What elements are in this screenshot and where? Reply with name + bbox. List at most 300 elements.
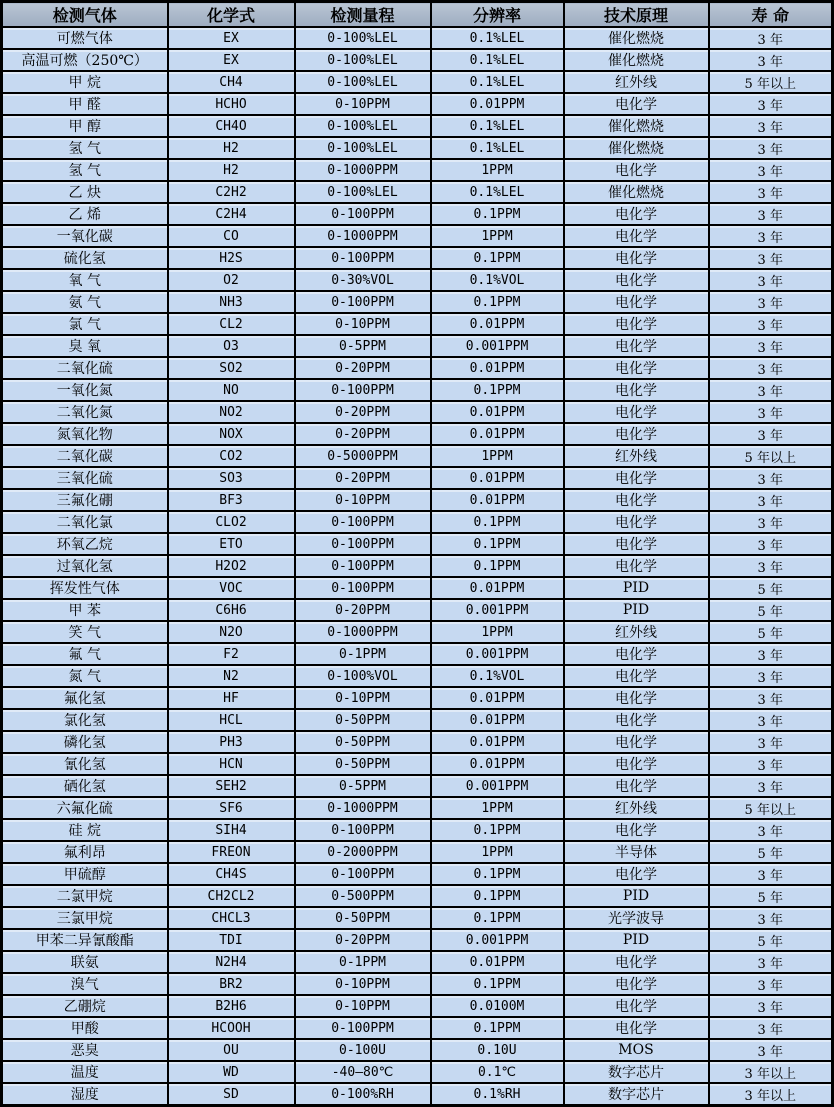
- cell-gas-name: 乙硼烷: [2, 995, 168, 1017]
- cell-gas-name: 磷化氢: [2, 731, 168, 753]
- cell-chemical-formula: OU: [168, 1039, 295, 1061]
- cell-technical-principle: 电化学: [564, 511, 709, 533]
- table-row: [2, 1039, 833, 1061]
- cell-detection-range: 0-10PPM: [295, 313, 431, 335]
- cell-chemical-formula: TDI: [168, 929, 295, 951]
- cell-resolution: 0.1PPM: [431, 247, 564, 269]
- cell-resolution: 0.001PPM: [431, 599, 564, 621]
- cell-detection-range: 0-20PPM: [295, 467, 431, 489]
- cell-gas-name: 温度: [2, 1061, 168, 1083]
- cell-technical-principle: 电化学: [564, 401, 709, 423]
- cell-chemical-formula: VOC: [168, 577, 295, 599]
- cell-resolution: 0.01PPM: [431, 709, 564, 731]
- cell-technical-principle: 催化燃烧: [564, 49, 709, 71]
- cell-lifetime: 3 年: [709, 159, 833, 181]
- cell-resolution: 0.1%LEL: [431, 137, 564, 159]
- cell-resolution: 1PPM: [431, 621, 564, 643]
- cell-gas-name: 恶臭: [2, 1039, 168, 1061]
- cell-technical-principle: 电化学: [564, 335, 709, 357]
- cell-detection-range: 0-5000PPM: [295, 445, 431, 467]
- cell-gas-name: 氯化氢: [2, 709, 168, 731]
- cell-resolution: 0.01PPM: [431, 357, 564, 379]
- cell-lifetime: 3 年: [709, 731, 833, 753]
- cell-technical-principle: 电化学: [564, 423, 709, 445]
- table-row: [2, 621, 833, 643]
- table-row: [2, 555, 833, 577]
- cell-resolution: 0.1PPM: [431, 1017, 564, 1039]
- cell-lifetime: 3 年: [709, 489, 833, 511]
- table-row: [2, 71, 833, 93]
- cell-detection-range: 0-10PPM: [295, 489, 431, 511]
- cell-detection-range: 0-100PPM: [295, 291, 431, 313]
- cell-technical-principle: PID: [564, 577, 709, 599]
- cell-gas-name: 高温可燃（250℃）: [2, 49, 168, 71]
- cell-chemical-formula: HCN: [168, 753, 295, 775]
- column-header-range: 检测量程: [295, 2, 431, 28]
- cell-resolution: 0.01PPM: [431, 313, 564, 335]
- cell-technical-principle: 电化学: [564, 819, 709, 841]
- cell-resolution: 0.1PPM: [431, 973, 564, 995]
- cell-gas-name: 三氟化硼: [2, 489, 168, 511]
- cell-chemical-formula: C6H6: [168, 599, 295, 621]
- cell-chemical-formula: WD: [168, 1061, 295, 1083]
- cell-chemical-formula: NO: [168, 379, 295, 401]
- table-row: [2, 247, 833, 269]
- cell-resolution: 0.01PPM: [431, 93, 564, 115]
- cell-lifetime: 3 年: [709, 137, 833, 159]
- cell-lifetime: 3 年: [709, 907, 833, 929]
- cell-gas-name: 甲 醇: [2, 115, 168, 137]
- table-row: [2, 511, 833, 533]
- cell-detection-range: 0-100%LEL: [295, 137, 431, 159]
- cell-resolution: 0.01PPM: [431, 731, 564, 753]
- cell-technical-principle: 电化学: [564, 247, 709, 269]
- cell-chemical-formula: CO: [168, 225, 295, 247]
- cell-technical-principle: 电化学: [564, 269, 709, 291]
- cell-technical-principle: 电化学: [564, 731, 709, 753]
- cell-gas-name: 氮 气: [2, 665, 168, 687]
- cell-detection-range: 0-5PPM: [295, 775, 431, 797]
- cell-lifetime: 3 年: [709, 775, 833, 797]
- table-row: [2, 841, 833, 863]
- cell-resolution: 0.01PPM: [431, 423, 564, 445]
- cell-technical-principle: 电化学: [564, 973, 709, 995]
- cell-technical-principle: 电化学: [564, 687, 709, 709]
- cell-technical-principle: 电化学: [564, 203, 709, 225]
- cell-resolution: 1PPM: [431, 445, 564, 467]
- cell-chemical-formula: SO3: [168, 467, 295, 489]
- cell-lifetime: 3 年: [709, 203, 833, 225]
- cell-resolution: 0.001PPM: [431, 335, 564, 357]
- cell-chemical-formula: CH4S: [168, 863, 295, 885]
- cell-lifetime: 3 年: [709, 643, 833, 665]
- cell-resolution: 0.1%LEL: [431, 181, 564, 203]
- cell-gas-name: 乙 炔: [2, 181, 168, 203]
- cell-resolution: 0.1PPM: [431, 819, 564, 841]
- cell-lifetime: 3 年: [709, 511, 833, 533]
- table-row: [2, 731, 833, 753]
- cell-lifetime: 3 年: [709, 709, 833, 731]
- table-row: [2, 1017, 833, 1039]
- cell-gas-name: 可燃气体: [2, 27, 168, 49]
- cell-technical-principle: 催化燃烧: [564, 137, 709, 159]
- table-row: [2, 929, 833, 951]
- cell-technical-principle: 催化燃烧: [564, 115, 709, 137]
- cell-gas-name: 氢 气: [2, 159, 168, 181]
- cell-chemical-formula: EX: [168, 27, 295, 49]
- cell-gas-name: 氟利昂: [2, 841, 168, 863]
- cell-gas-name: 联氨: [2, 951, 168, 973]
- cell-chemical-formula: B2H6: [168, 995, 295, 1017]
- cell-lifetime: 3 年: [709, 291, 833, 313]
- cell-chemical-formula: BR2: [168, 973, 295, 995]
- cell-resolution: 0.1%LEL: [431, 49, 564, 71]
- column-header-resolution: 分辨率: [431, 2, 564, 28]
- cell-detection-range: 0-100%LEL: [295, 49, 431, 71]
- cell-technical-principle: 电化学: [564, 1017, 709, 1039]
- cell-chemical-formula: EX: [168, 49, 295, 71]
- cell-gas-name: 三氧化硫: [2, 467, 168, 489]
- cell-lifetime: 5 年: [709, 621, 833, 643]
- cell-lifetime: 3 年: [709, 181, 833, 203]
- cell-resolution: 0.1PPM: [431, 555, 564, 577]
- table-row: [2, 27, 833, 49]
- cell-detection-range: 0-1PPM: [295, 951, 431, 973]
- cell-gas-name: 甲 烷: [2, 71, 168, 93]
- table-row: [2, 797, 833, 819]
- table-row: [2, 863, 833, 885]
- table-row: [2, 181, 833, 203]
- table-header: [2, 2, 833, 28]
- cell-lifetime: 3 年: [709, 313, 833, 335]
- cell-detection-range: 0-100%LEL: [295, 71, 431, 93]
- table-row: [2, 423, 833, 445]
- table-row: [2, 489, 833, 511]
- table-row: [2, 1083, 833, 1106]
- cell-gas-name: 乙 烯: [2, 203, 168, 225]
- cell-detection-range: 0-50PPM: [295, 709, 431, 731]
- cell-chemical-formula: F2: [168, 643, 295, 665]
- cell-lifetime: 3 年以上: [709, 1083, 833, 1106]
- cell-lifetime: 3 年: [709, 819, 833, 841]
- cell-resolution: 0.0100M: [431, 995, 564, 1017]
- cell-chemical-formula: HCHO: [168, 93, 295, 115]
- cell-resolution: 0.1%VOL: [431, 269, 564, 291]
- cell-chemical-formula: FREON: [168, 841, 295, 863]
- cell-chemical-formula: N2O: [168, 621, 295, 643]
- cell-detection-range: 0-100PPM: [295, 819, 431, 841]
- table-row: [2, 291, 833, 313]
- table-row: [2, 533, 833, 555]
- cell-chemical-formula: C2H4: [168, 203, 295, 225]
- table-row: [2, 357, 833, 379]
- cell-gas-name: 一氧化氮: [2, 379, 168, 401]
- cell-chemical-formula: ETO: [168, 533, 295, 555]
- cell-chemical-formula: H2S: [168, 247, 295, 269]
- cell-detection-range: 0-50PPM: [295, 731, 431, 753]
- cell-detection-range: 0-100PPM: [295, 247, 431, 269]
- table-row: [2, 137, 833, 159]
- table-row: [2, 643, 833, 665]
- cell-technical-principle: 电化学: [564, 555, 709, 577]
- cell-lifetime: 3 年: [709, 467, 833, 489]
- table-row: [2, 819, 833, 841]
- cell-gas-name: 甲硫醇: [2, 863, 168, 885]
- table-row: [2, 379, 833, 401]
- cell-resolution: 0.01PPM: [431, 753, 564, 775]
- cell-gas-name: 氟化氢: [2, 687, 168, 709]
- cell-chemical-formula: SIH4: [168, 819, 295, 841]
- table-row: [2, 445, 833, 467]
- cell-detection-range: 0-20PPM: [295, 423, 431, 445]
- cell-gas-name: 二氧化碳: [2, 445, 168, 467]
- cell-gas-name: 氮氧化物: [2, 423, 168, 445]
- cell-gas-name: 氰化氢: [2, 753, 168, 775]
- cell-lifetime: 3 年: [709, 533, 833, 555]
- cell-lifetime: 5 年以上: [709, 71, 833, 93]
- cell-resolution: 0.001PPM: [431, 929, 564, 951]
- table-row: [2, 225, 833, 247]
- table-row: [2, 709, 833, 731]
- table-row: [2, 159, 833, 181]
- cell-resolution: 1PPM: [431, 225, 564, 247]
- cell-detection-range: 0-100%LEL: [295, 181, 431, 203]
- table-row: [2, 467, 833, 489]
- cell-resolution: 0.10U: [431, 1039, 564, 1061]
- cell-detection-range: 0-100PPM: [295, 863, 431, 885]
- table-row: [2, 577, 833, 599]
- cell-chemical-formula: N2: [168, 665, 295, 687]
- cell-lifetime: 3 年: [709, 665, 833, 687]
- cell-technical-principle: MOS: [564, 1039, 709, 1061]
- cell-technical-principle: 电化学: [564, 995, 709, 1017]
- cell-lifetime: 5 年以上: [709, 797, 833, 819]
- cell-gas-name: 硒化氢: [2, 775, 168, 797]
- cell-technical-principle: 红外线: [564, 621, 709, 643]
- cell-lifetime: 3 年: [709, 27, 833, 49]
- cell-resolution: 0.1%RH: [431, 1083, 564, 1106]
- cell-chemical-formula: CL2: [168, 313, 295, 335]
- cell-technical-principle: 电化学: [564, 643, 709, 665]
- cell-detection-range: 0-100PPM: [295, 511, 431, 533]
- table-row: [2, 951, 833, 973]
- cell-chemical-formula: C2H2: [168, 181, 295, 203]
- cell-technical-principle: 光学波导: [564, 907, 709, 929]
- cell-resolution: 0.1PPM: [431, 379, 564, 401]
- cell-technical-principle: 电化学: [564, 709, 709, 731]
- table-row: [2, 775, 833, 797]
- cell-resolution: 0.1%VOL: [431, 665, 564, 687]
- cell-technical-principle: 电化学: [564, 775, 709, 797]
- cell-lifetime: 3 年: [709, 973, 833, 995]
- cell-detection-range: 0-1000PPM: [295, 797, 431, 819]
- cell-lifetime: 3 年: [709, 225, 833, 247]
- cell-chemical-formula: H2: [168, 159, 295, 181]
- cell-chemical-formula: H2: [168, 137, 295, 159]
- cell-technical-principle: 电化学: [564, 665, 709, 687]
- cell-gas-name: 氢 气: [2, 137, 168, 159]
- cell-lifetime: 3 年: [709, 379, 833, 401]
- cell-resolution: 0.1PPM: [431, 511, 564, 533]
- cell-technical-principle: 电化学: [564, 357, 709, 379]
- cell-gas-name: 甲 苯: [2, 599, 168, 621]
- cell-technical-principle: PID: [564, 929, 709, 951]
- cell-detection-range: 0-100PPM: [295, 379, 431, 401]
- cell-resolution: 0.1PPM: [431, 291, 564, 313]
- table-row: [2, 49, 833, 71]
- cell-detection-range: 0-100PPM: [295, 203, 431, 225]
- cell-lifetime: 3 年: [709, 951, 833, 973]
- cell-gas-name: 甲 醛: [2, 93, 168, 115]
- cell-lifetime: 3 年: [709, 995, 833, 1017]
- table-row: [2, 269, 833, 291]
- cell-chemical-formula: CLO2: [168, 511, 295, 533]
- cell-gas-name: 臭 氧: [2, 335, 168, 357]
- cell-detection-range: 0-10PPM: [295, 687, 431, 709]
- cell-chemical-formula: SEH2: [168, 775, 295, 797]
- table-row: [2, 665, 833, 687]
- cell-chemical-formula: HCOOH: [168, 1017, 295, 1039]
- cell-technical-principle: 电化学: [564, 533, 709, 555]
- cell-detection-range: 0-2000PPM: [295, 841, 431, 863]
- cell-technical-principle: 数字芯片: [564, 1061, 709, 1083]
- cell-gas-name: 二氧化硫: [2, 357, 168, 379]
- cell-resolution: 0.1%LEL: [431, 115, 564, 137]
- cell-gas-name: 三氯甲烷: [2, 907, 168, 929]
- cell-gas-name: 溴气: [2, 973, 168, 995]
- cell-technical-principle: PID: [564, 599, 709, 621]
- cell-chemical-formula: O2: [168, 269, 295, 291]
- cell-detection-range: 0-50PPM: [295, 907, 431, 929]
- cell-lifetime: 3 年: [709, 687, 833, 709]
- cell-chemical-formula: NOX: [168, 423, 295, 445]
- cell-technical-principle: 数字芯片: [564, 1083, 709, 1106]
- table-row: [2, 115, 833, 137]
- cell-technical-principle: 红外线: [564, 445, 709, 467]
- cell-detection-range: 0-100%RH: [295, 1083, 431, 1106]
- cell-chemical-formula: SF6: [168, 797, 295, 819]
- cell-gas-name: 甲苯二异氰酸酯: [2, 929, 168, 951]
- cell-lifetime: 5 年: [709, 599, 833, 621]
- cell-detection-range: 0-20PPM: [295, 357, 431, 379]
- table-row: [2, 687, 833, 709]
- cell-technical-principle: 红外线: [564, 71, 709, 93]
- cell-lifetime: 3 年: [709, 401, 833, 423]
- cell-lifetime: 3 年: [709, 247, 833, 269]
- cell-gas-name: 甲酸: [2, 1017, 168, 1039]
- cell-detection-range: 0-100%LEL: [295, 115, 431, 137]
- cell-resolution: 0.1%LEL: [431, 27, 564, 49]
- cell-lifetime: 3 年: [709, 115, 833, 137]
- cell-resolution: 0.1PPM: [431, 863, 564, 885]
- cell-detection-range: 0-100PPM: [295, 555, 431, 577]
- cell-detection-range: 0-100PPM: [295, 1017, 431, 1039]
- cell-chemical-formula: CH4O: [168, 115, 295, 137]
- cell-technical-principle: 电化学: [564, 951, 709, 973]
- table-row: [2, 907, 833, 929]
- cell-technical-principle: 电化学: [564, 93, 709, 115]
- cell-chemical-formula: N2H4: [168, 951, 295, 973]
- table-row: [2, 995, 833, 1017]
- cell-detection-range: -40—80℃: [295, 1061, 431, 1083]
- cell-chemical-formula: HF: [168, 687, 295, 709]
- cell-lifetime: 5 年: [709, 841, 833, 863]
- cell-gas-name: 氧 气: [2, 269, 168, 291]
- cell-lifetime: 5 年: [709, 929, 833, 951]
- cell-chemical-formula: CH2CL2: [168, 885, 295, 907]
- table-row: [2, 93, 833, 115]
- cell-gas-name: 过氧化氢: [2, 555, 168, 577]
- cell-detection-range: 0-1000PPM: [295, 159, 431, 181]
- cell-resolution: 0.1PPM: [431, 203, 564, 225]
- cell-resolution: 0.01PPM: [431, 951, 564, 973]
- cell-detection-range: 0-30%VOL: [295, 269, 431, 291]
- cell-technical-principle: 电化学: [564, 225, 709, 247]
- cell-chemical-formula: O3: [168, 335, 295, 357]
- table-row: [2, 401, 833, 423]
- table-row: [2, 203, 833, 225]
- cell-gas-name: 二氧化氯: [2, 511, 168, 533]
- column-header-gas: 检测气体: [2, 2, 168, 28]
- table-row: [2, 973, 833, 995]
- column-header-principle: 技术原理: [564, 2, 709, 28]
- cell-resolution: 0.1%LEL: [431, 71, 564, 93]
- cell-technical-principle: 电化学: [564, 291, 709, 313]
- cell-detection-range: 0-100%VOL: [295, 665, 431, 687]
- cell-chemical-formula: HCL: [168, 709, 295, 731]
- cell-gas-name: 六氟化硫: [2, 797, 168, 819]
- cell-detection-range: 0-5PPM: [295, 335, 431, 357]
- cell-detection-range: 0-50PPM: [295, 753, 431, 775]
- cell-technical-principle: 电化学: [564, 863, 709, 885]
- cell-resolution: 0.1PPM: [431, 533, 564, 555]
- cell-detection-range: 0-10PPM: [295, 93, 431, 115]
- cell-chemical-formula: H2O2: [168, 555, 295, 577]
- cell-resolution: 0.01PPM: [431, 467, 564, 489]
- cell-gas-name: 氯 气: [2, 313, 168, 335]
- cell-technical-principle: 催化燃烧: [564, 27, 709, 49]
- cell-lifetime: 3 年: [709, 863, 833, 885]
- cell-detection-range: 0-20PPM: [295, 599, 431, 621]
- cell-resolution: 0.01PPM: [431, 687, 564, 709]
- cell-technical-principle: 催化燃烧: [564, 181, 709, 203]
- cell-chemical-formula: SO2: [168, 357, 295, 379]
- cell-technical-principle: 电化学: [564, 753, 709, 775]
- cell-resolution: 1PPM: [431, 797, 564, 819]
- cell-lifetime: 3 年: [709, 1039, 833, 1061]
- cell-chemical-formula: NO2: [168, 401, 295, 423]
- cell-chemical-formula: CH4: [168, 71, 295, 93]
- cell-resolution: 0.1PPM: [431, 907, 564, 929]
- cell-detection-range: 0-10PPM: [295, 973, 431, 995]
- cell-resolution: 0.01PPM: [431, 577, 564, 599]
- cell-detection-range: 0-10PPM: [295, 995, 431, 1017]
- column-header-formula: 化学式: [168, 2, 295, 28]
- cell-gas-name: 挥发性气体: [2, 577, 168, 599]
- cell-gas-name: 笑 气: [2, 621, 168, 643]
- cell-lifetime: 5 年: [709, 577, 833, 599]
- cell-technical-principle: PID: [564, 885, 709, 907]
- cell-gas-name: 一氧化碳: [2, 225, 168, 247]
- cell-detection-range: 0-100U: [295, 1039, 431, 1061]
- cell-chemical-formula: PH3: [168, 731, 295, 753]
- cell-detection-range: 0-100%LEL: [295, 27, 431, 49]
- table-row: [2, 753, 833, 775]
- cell-detection-range: 0-1000PPM: [295, 621, 431, 643]
- cell-lifetime: 3 年: [709, 335, 833, 357]
- cell-chemical-formula: CHCL3: [168, 907, 295, 929]
- table-row: [2, 885, 833, 907]
